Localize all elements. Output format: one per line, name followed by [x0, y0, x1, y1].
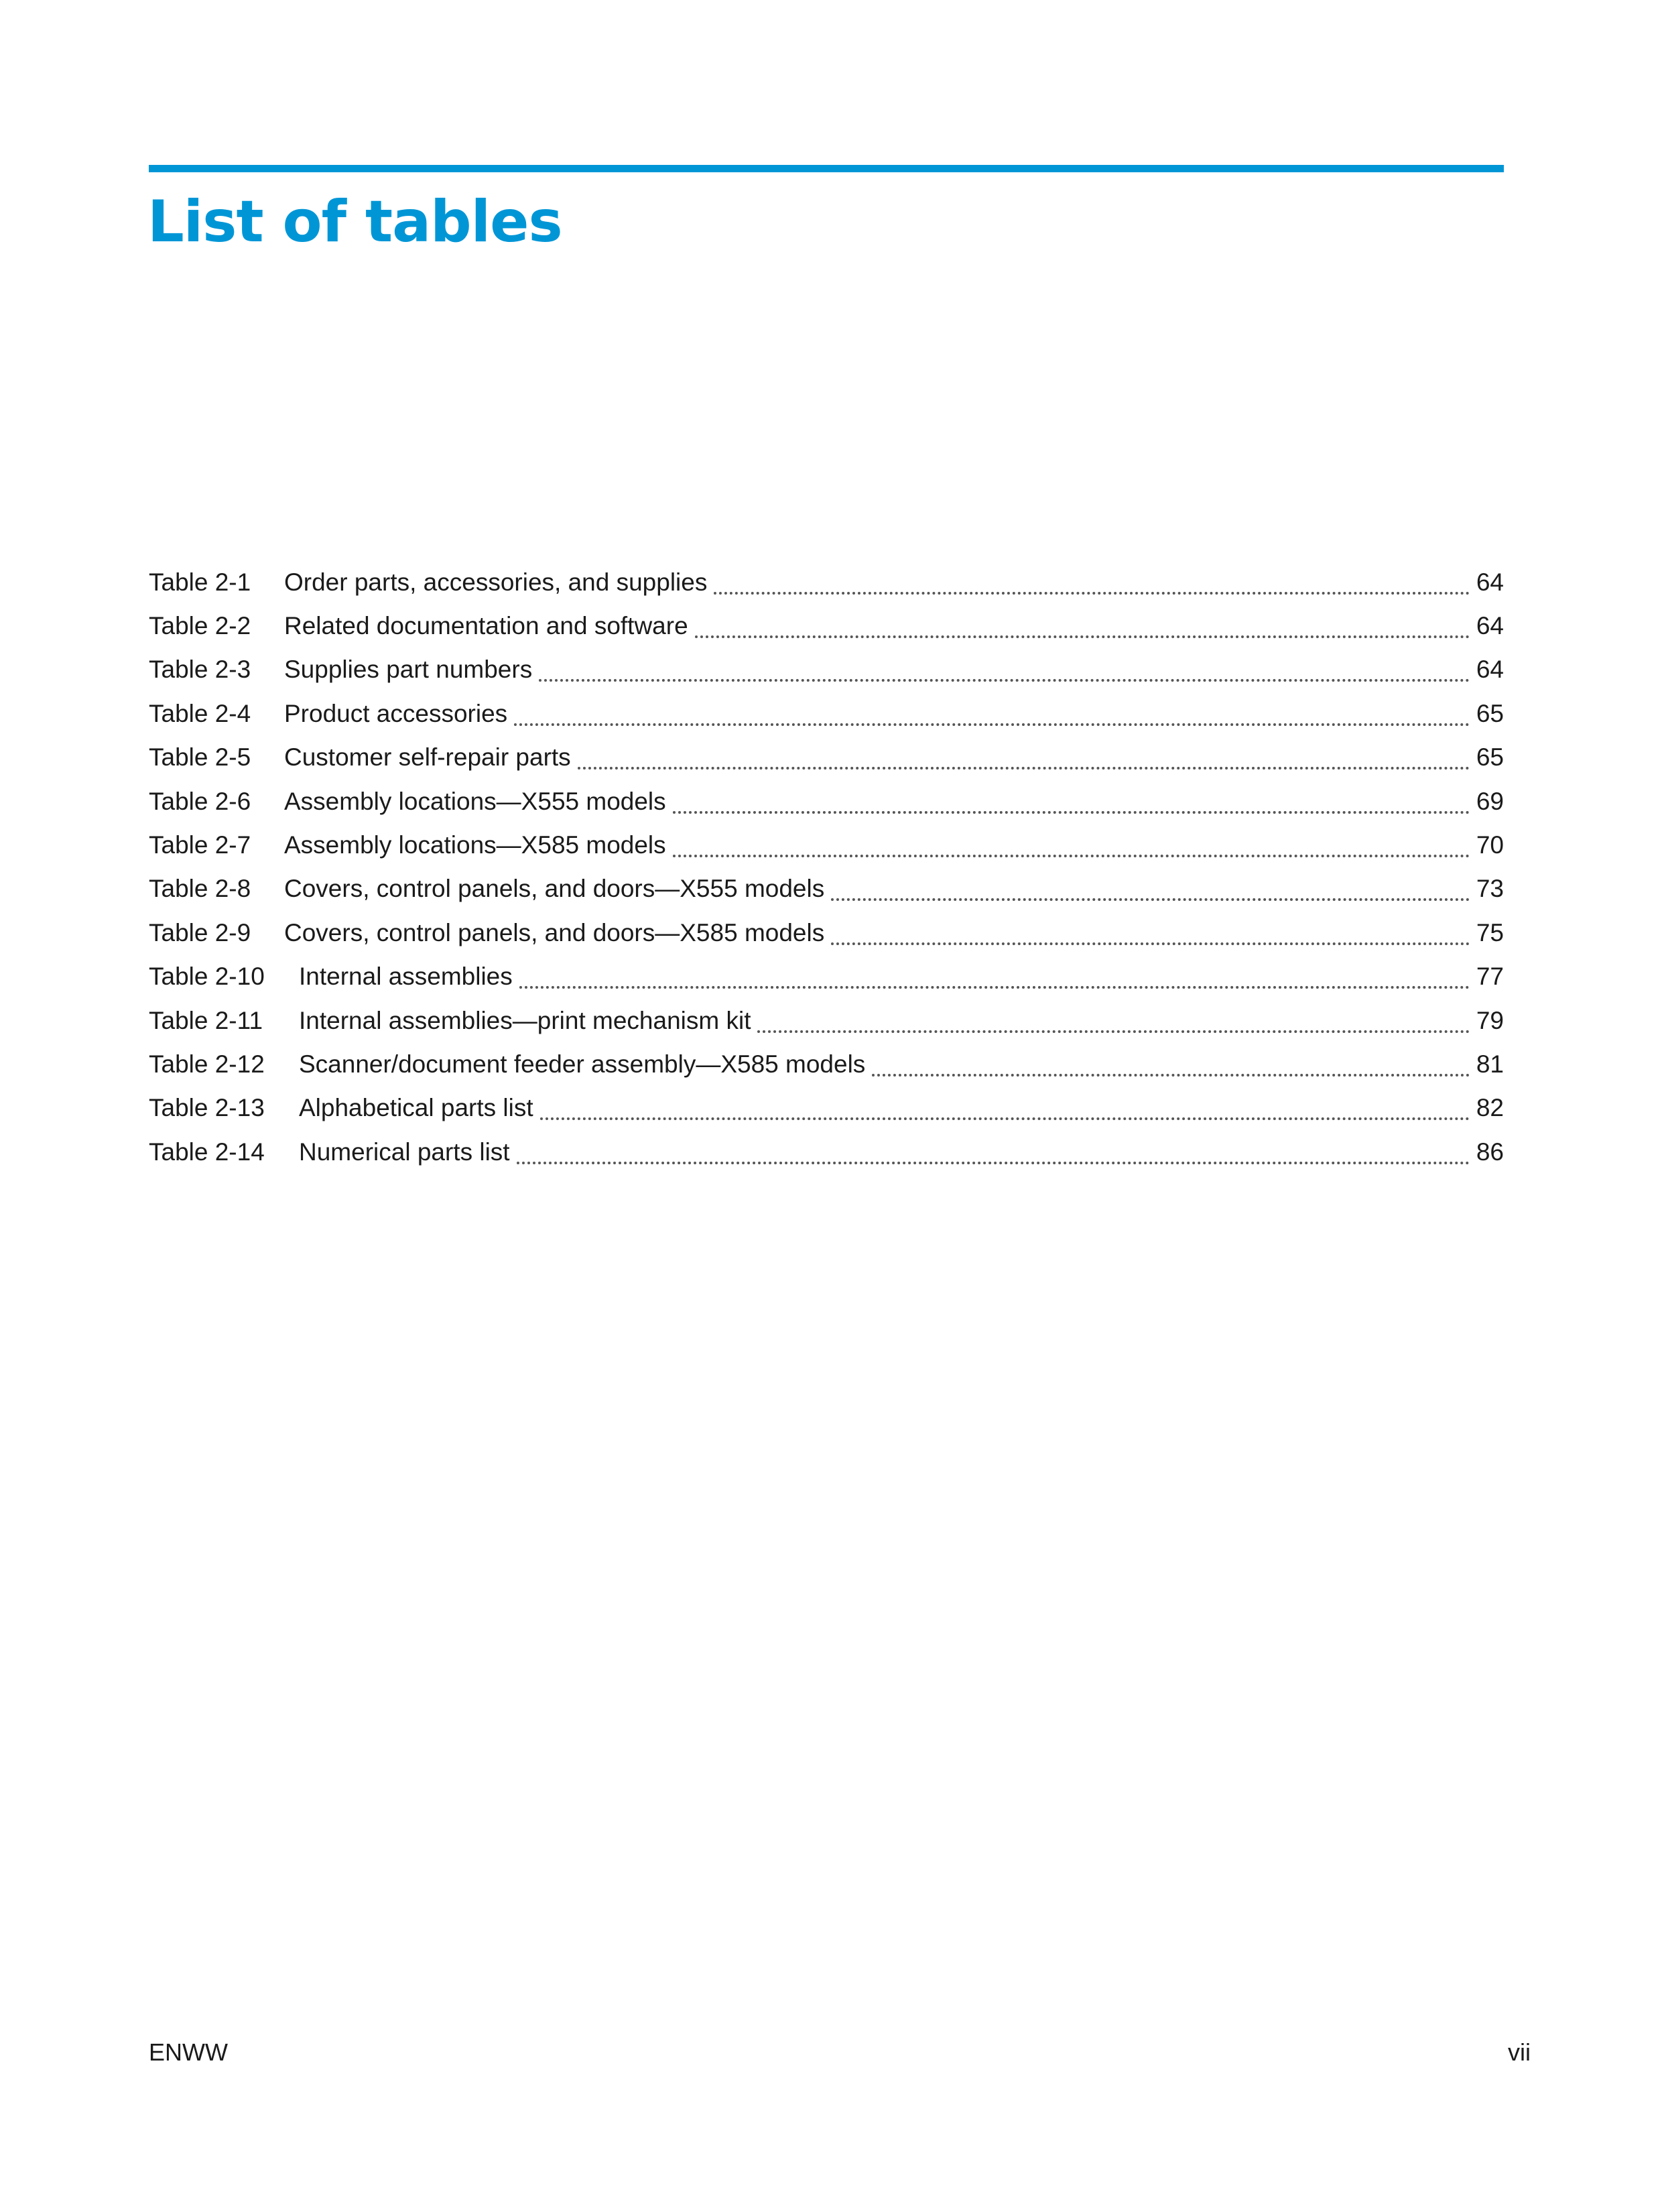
toc-entry-page: 79 [1476, 1006, 1504, 1034]
dot-leader [872, 1047, 1470, 1077]
toc-entry[interactable] [149, 648, 1504, 692]
toc-entry-page: 65 [1476, 699, 1504, 727]
toc-entry-label: Table 2-3 [149, 656, 251, 684]
toc-entry-title: Order parts, accessories, and supplies [284, 568, 708, 596]
toc-entry[interactable] [149, 736, 1504, 780]
toc-entry-title: Product accessories [284, 699, 508, 727]
footer-locale: ENWW [149, 2038, 228, 2066]
dot-leader [695, 609, 1470, 638]
toc-entry-title: Covers, control panels, and doors—X555 models [284, 875, 825, 903]
dot-leader [831, 916, 1470, 945]
toc-entry-title: Scanner/document feeder assembly—X585 models [299, 1050, 866, 1078]
toc-entry-label: Table 2-10 [149, 963, 265, 991]
toc-entry-title: Customer self-repair parts [284, 743, 571, 772]
dot-leader [514, 696, 1470, 726]
toc-entry[interactable] [149, 604, 1504, 648]
toc-entry-label: Table 2-1 [149, 568, 251, 596]
page-title: List of tables [147, 188, 562, 255]
toc-entry[interactable] [149, 867, 1504, 911]
toc-entry-title: Covers, control panels, and doors—X585 models [284, 918, 825, 946]
toc-entry[interactable] [149, 1087, 1504, 1130]
toc-entry-label: Table 2-13 [149, 1094, 265, 1122]
toc-entry-page: 86 [1476, 1138, 1504, 1166]
toc-entry[interactable] [149, 823, 1504, 867]
toc-entry-label: Table 2-14 [149, 1138, 265, 1166]
toc-entry-page: 65 [1476, 743, 1504, 772]
toc-entry-title: Assembly locations—X585 models [284, 831, 666, 859]
toc-entry-label: Table 2-12 [149, 1050, 265, 1078]
toc-entry-page: 69 [1476, 787, 1504, 815]
toc-entry-title: Numerical parts list [299, 1138, 510, 1166]
dot-leader [673, 784, 1470, 814]
dot-leader [540, 1091, 1470, 1120]
toc-entry[interactable] [149, 780, 1504, 823]
dot-leader [831, 871, 1470, 901]
toc-entry-label: Table 2-4 [149, 699, 251, 727]
toc-entry-title: Alphabetical parts list [299, 1094, 533, 1122]
toc-entry-label: Table 2-6 [149, 787, 251, 815]
toc-entry-label: Table 2-9 [149, 918, 251, 946]
toc-entry-label: Table 2-7 [149, 831, 251, 859]
toc-entry-title: Related documentation and software [284, 612, 688, 640]
toc-entry-label: Table 2-11 [149, 1006, 263, 1034]
toc-entry-title: Supplies part numbers [284, 656, 533, 684]
header-rule [149, 165, 1504, 172]
toc-entry[interactable] [149, 692, 1504, 735]
toc-entry-page: 77 [1476, 963, 1504, 991]
dot-leader [519, 959, 1470, 989]
dot-leader [578, 740, 1470, 770]
toc-entry-page: 82 [1476, 1094, 1504, 1122]
toc-entry[interactable] [149, 1042, 1504, 1086]
toc-entry[interactable] [149, 955, 1504, 999]
toc-entry-page: 70 [1476, 831, 1504, 859]
toc-entry-page: 81 [1476, 1050, 1504, 1078]
toc-entry-page: 75 [1476, 918, 1504, 946]
toc-entry[interactable] [149, 1130, 1504, 1174]
toc-entry-title: Assembly locations—X555 models [284, 787, 666, 815]
toc-entry-page: 64 [1476, 568, 1504, 596]
footer-page-number: vii [1508, 2038, 1531, 2066]
toc-entry-title: Internal assemblies—print mechanism kit [299, 1006, 751, 1034]
toc-entry-page: 73 [1476, 875, 1504, 903]
dot-leader [673, 828, 1470, 857]
toc-entry[interactable] [149, 560, 1504, 604]
toc-entry[interactable] [149, 911, 1504, 955]
dot-leader [757, 1003, 1469, 1033]
toc-entry-title: Internal assemblies [299, 963, 513, 991]
toc-entry-label: Table 2-2 [149, 612, 251, 640]
toc-entry-page: 64 [1476, 656, 1504, 684]
toc-entry-page: 64 [1476, 612, 1504, 640]
dot-leader [539, 652, 1470, 682]
dot-leader [714, 565, 1469, 595]
dot-leader [517, 1135, 1470, 1164]
toc-entry-label: Table 2-5 [149, 743, 251, 772]
toc-entry[interactable] [149, 999, 1504, 1042]
toc-entry-label: Table 2-8 [149, 875, 251, 903]
table-of-tables [149, 560, 1504, 1174]
